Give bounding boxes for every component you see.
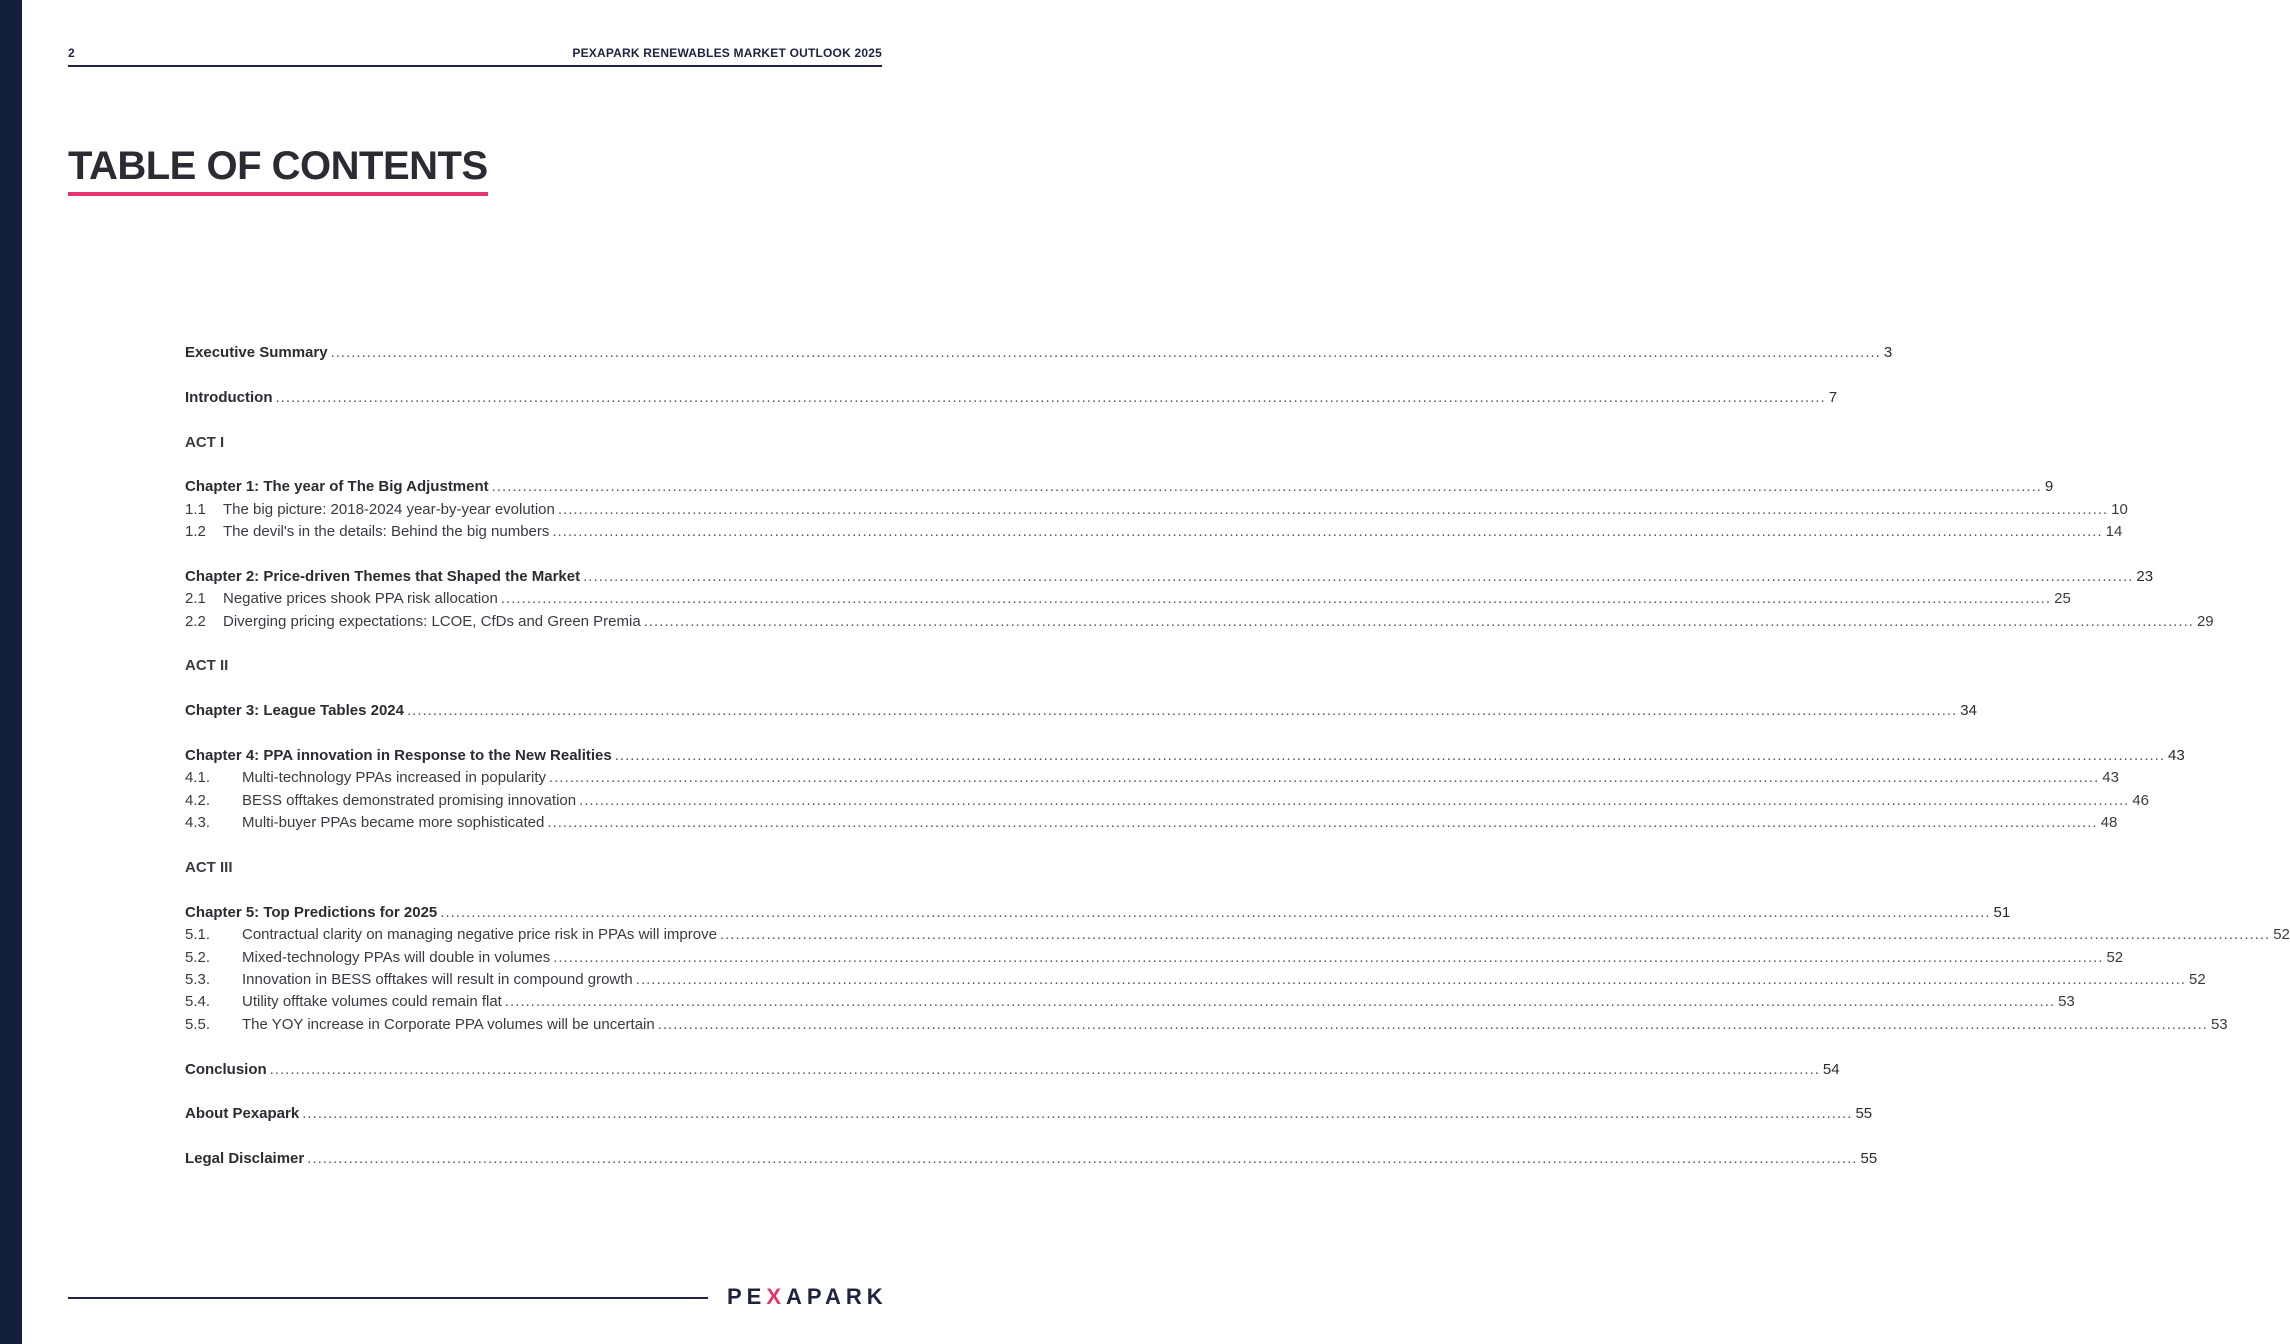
side-accent-bar bbox=[0, 0, 22, 1344]
toc-entry-page: 3 bbox=[1883, 344, 1893, 361]
toc-entry-section-1-1[interactable] bbox=[185, 499, 2128, 521]
dot-leader: ............................................................................................................................................................................................................................................................................................................ bbox=[614, 747, 2165, 765]
toc-entry-title: The big picture: 2018-2024 year-by-year evolution bbox=[223, 500, 555, 518]
toc-entry-chapter-5[interactable] bbox=[185, 902, 2011, 924]
toc-entry-title: Chapter 4: PPA innovation in Response to the New Realities bbox=[185, 747, 612, 765]
toc-entry-title: The YOY increase in Corporate PPA volumes will be uncertain bbox=[242, 1015, 655, 1033]
dot-leader: ............................................................................................................................................................................................................................................................................................................ bbox=[635, 970, 2187, 988]
toc-entry-page: 10 bbox=[2111, 500, 2128, 518]
toc-entry-page: 23 bbox=[2136, 567, 2154, 585]
logo-text-end: APARK bbox=[786, 1284, 888, 1309]
pexapark-logo bbox=[727, 1284, 888, 1310]
dot-leader: ............................................................................................................................................................................................................................................................................................................ bbox=[579, 791, 2130, 809]
logo-text-start: PE bbox=[727, 1284, 767, 1309]
toc-entry-title: About Pexapark bbox=[185, 1105, 300, 1123]
toc-entry-section-1-2[interactable] bbox=[185, 521, 2123, 543]
toc-entry-section-4-3[interactable] bbox=[185, 812, 2118, 834]
toc-entry-page: 48 bbox=[2100, 814, 2118, 832]
toc-entry-number: 1.2 bbox=[185, 523, 206, 541]
toc-entry-executive-summary[interactable] bbox=[185, 342, 1893, 364]
toc-entry-title: Diverging pricing expectations: LCOE, CfDs and Green Premia bbox=[223, 612, 641, 630]
dot-leader: ............................................................................................................................................................................................................................................................................................................ bbox=[406, 702, 1958, 720]
toc-entry-section-5-1[interactable] bbox=[185, 924, 2290, 946]
toc-entry-about-pexapark[interactable] bbox=[185, 1103, 1873, 1125]
toc-act-heading-2 bbox=[185, 655, 882, 677]
toc-entry-section-2-1[interactable] bbox=[185, 588, 2071, 610]
toc-entry-title: The devil's in the details: Behind the big numbers bbox=[223, 523, 550, 541]
toc-entry-title: Mixed-technology PPAs will double in volumes bbox=[242, 948, 551, 966]
toc-entry-section-5-2[interactable] bbox=[185, 947, 2124, 969]
toc-entry-section-5-3[interactable] bbox=[185, 969, 2206, 991]
running-header-title: PEXAPARK RENEWABLES MARKET OUTLOOK 2025 bbox=[572, 46, 882, 60]
toc-entry-number: 1.1 bbox=[185, 500, 206, 518]
toc-entry-page: 53 bbox=[2058, 993, 2075, 1011]
toc-entry-page: 7 bbox=[1828, 388, 1838, 406]
dot-leader: ............................................................................................................................................................................................................................................................................................................ bbox=[500, 590, 2052, 608]
toc-entry-page: 53 bbox=[2210, 1015, 2228, 1033]
toc-entry-chapter-4[interactable] bbox=[185, 745, 2185, 767]
dot-leader: ............................................................................................................................................................................................................................................................................................................ bbox=[307, 1150, 1858, 1168]
toc-entry-title: Multi-buyer PPAs became more sophisticated bbox=[242, 814, 545, 832]
toc-entry-conclusion[interactable] bbox=[185, 1059, 1840, 1081]
toc-act-heading-1 bbox=[185, 432, 882, 454]
toc-entry-number: 5.1. bbox=[185, 926, 211, 944]
dot-leader: ............................................................................................................................................................................................................................................................................................................ bbox=[504, 993, 2056, 1011]
toc-entry-page: 9 bbox=[2044, 478, 2054, 496]
toc-entry-number: 2.2 bbox=[185, 612, 206, 630]
toc-entry-page: 52 bbox=[2106, 948, 2124, 966]
dot-leader: ............................................................................................................................................................................................................................................................................................................ bbox=[643, 612, 2194, 630]
dot-leader: ............................................................................................................................................................................................................................................................................................................ bbox=[583, 567, 2134, 585]
act-label: ACT III bbox=[185, 858, 233, 876]
dot-leader: ............................................................................................................................................................................................................................................................................................................ bbox=[275, 388, 1826, 406]
toc-entry-page: 52 bbox=[2273, 926, 2290, 944]
dot-leader: ............................................................................................................................................................................................................................................................................................................ bbox=[557, 500, 2109, 518]
toc-entry-title: Introduction bbox=[185, 388, 273, 406]
dot-leader: ............................................................................................................................................................................................................................................................................................................ bbox=[552, 523, 2103, 541]
header-divider bbox=[68, 65, 882, 67]
dot-leader: ............................................................................................................................................................................................................................................................................................................ bbox=[440, 903, 1991, 921]
table-of-contents bbox=[185, 342, 2290, 1170]
toc-entry-number: 5.2. bbox=[185, 948, 211, 966]
footer-divider bbox=[68, 1297, 708, 1299]
toc-entry-title: Utility offtake volumes could remain flat bbox=[242, 993, 502, 1011]
toc-entry-legal-disclaimer[interactable] bbox=[185, 1148, 1878, 1170]
toc-entry-title: Conclusion bbox=[185, 1060, 267, 1078]
toc-entry-page: 55 bbox=[1860, 1150, 1878, 1168]
toc-entry-page: 52 bbox=[2189, 970, 2206, 988]
toc-entry-title: Innovation in BESS offtakes will result in compound growth bbox=[242, 970, 633, 988]
toc-entry-number: 2.1 bbox=[185, 590, 206, 608]
toc-entry-title: Chapter 3: League Tables 2024 bbox=[185, 702, 404, 720]
toc-entry-title: Chapter 2: Price-driven Themes that Shaped the Market bbox=[185, 567, 581, 585]
toc-entry-page: 43 bbox=[2168, 747, 2185, 765]
toc-entry-chapter-3[interactable] bbox=[185, 700, 1977, 722]
toc-entry-title: BESS offtakes demonstrated promising innovation bbox=[242, 791, 577, 809]
toc-entry-section-5-4[interactable] bbox=[185, 991, 2075, 1013]
toc-entry-title: Chapter 5: Top Predictions for 2025 bbox=[185, 903, 438, 921]
toc-entry-title: Executive Summary bbox=[185, 344, 328, 361]
dot-leader: ............................................................................................................................................................................................................................................................................................................ bbox=[549, 769, 2100, 787]
toc-entry-title: Negative prices shook PPA risk allocation bbox=[223, 590, 498, 608]
toc-entry-page: 54 bbox=[1822, 1060, 1840, 1078]
act-label: ACT II bbox=[185, 657, 229, 675]
toc-entry-number: 4.3. bbox=[185, 814, 211, 832]
toc-entry-page: 46 bbox=[2132, 791, 2150, 809]
toc-entry-number: 4.1. bbox=[185, 769, 211, 787]
toc-entry-page: 25 bbox=[2054, 590, 2071, 608]
page-title: TABLE OF CONTENTS bbox=[68, 142, 488, 196]
dot-leader: ............................................................................................................................................................................................................................................................................................................ bbox=[547, 814, 2098, 832]
toc-entry-title: Chapter 1: The year of The Big Adjustment bbox=[185, 478, 489, 496]
dot-leader: ............................................................................................................................................................................................................................................................................................................ bbox=[330, 344, 1881, 361]
dot-leader: ............................................................................................................................................................................................................................................................................................................ bbox=[491, 478, 2042, 496]
toc-entry-page: 51 bbox=[1993, 903, 2011, 921]
dot-leader: ............................................................................................................................................................................................................................................................................................................ bbox=[269, 1060, 1820, 1078]
toc-entry-section-2-2[interactable] bbox=[185, 611, 2214, 633]
toc-entry-number: 5.3. bbox=[185, 970, 211, 988]
toc-entry-number: 5.4. bbox=[185, 993, 211, 1011]
page-number: 2 bbox=[68, 46, 75, 60]
dot-leader: ............................................................................................................................................................................................................................................................................................................ bbox=[553, 948, 2104, 966]
dot-leader: ............................................................................................................................................................................................................................................................................................................ bbox=[302, 1105, 1853, 1123]
toc-entry-page: 43 bbox=[2102, 769, 2119, 787]
toc-entry-section-4-2[interactable] bbox=[185, 790, 2150, 812]
toc-entry-page: 14 bbox=[2105, 523, 2123, 541]
toc-entry-number: 4.2. bbox=[185, 791, 211, 809]
dot-leader: ............................................................................................................................................................................................................................................................................................................ bbox=[657, 1015, 2208, 1033]
toc-entry-section-4-1[interactable] bbox=[185, 767, 2119, 789]
toc-entry-page: 55 bbox=[1855, 1105, 1873, 1123]
toc-entry-title: Multi-technology PPAs increased in popularity bbox=[242, 769, 547, 787]
dot-leader: ............................................................................................................................................................................................................................................................................................................ bbox=[719, 926, 2271, 944]
toc-entry-chapter-2[interactable] bbox=[185, 566, 2154, 588]
act-label: ACT I bbox=[185, 433, 225, 451]
toc-entry-introduction[interactable] bbox=[185, 387, 1838, 409]
toc-entry-page: 29 bbox=[2196, 612, 2214, 630]
toc-entry-chapter-1[interactable] bbox=[185, 476, 2054, 498]
logo-x-mark: X bbox=[766, 1284, 787, 1309]
toc-entry-title: Contractual clarity on managing negative price risk in PPAs will improve bbox=[242, 926, 717, 944]
toc-act-heading-3 bbox=[185, 857, 882, 879]
toc-entry-title: Legal Disclaimer bbox=[185, 1150, 305, 1168]
toc-entry-section-5-5[interactable] bbox=[185, 1014, 2228, 1036]
toc-entry-page: 34 bbox=[1960, 702, 1977, 720]
toc-entry-number: 5.5. bbox=[185, 1015, 211, 1033]
